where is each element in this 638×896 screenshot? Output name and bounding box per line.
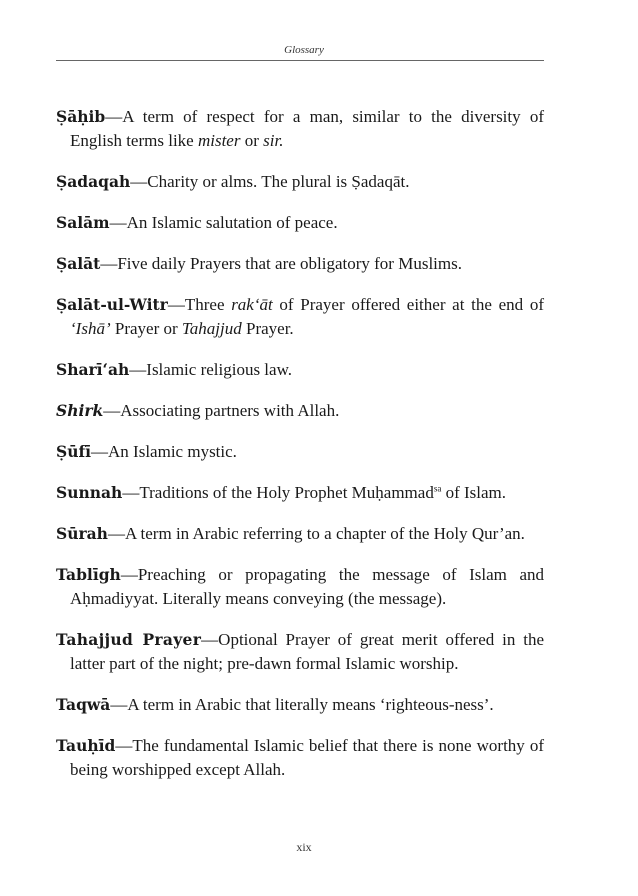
header-rule: [56, 60, 544, 61]
glossary-list: [56, 88, 544, 792]
glossary-entry: [56, 693, 544, 717]
glossary-entry: [56, 293, 544, 341]
running-head: Glossary: [284, 44, 324, 56]
glossary-term: Sharī‘ah: [56, 360, 130, 379]
glossary-definition: —Five daily Prayers that are obligatory for Muslims.: [100, 254, 462, 273]
glossary-definition: —Traditions of the Holy Prophet Muḥammad$^{sa}$ of Islam.: [122, 483, 507, 502]
honorific-superscript: sa: [433, 483, 442, 494]
glossary-term: Ṣāḥib: [56, 107, 106, 126]
glossary-entry: [56, 734, 544, 782]
glossary-definition: —An Islamic mystic.: [91, 442, 237, 461]
page-number: xix: [296, 840, 312, 854]
glossary-definition: —Preaching or propagating the message of Islam and Aḥmadiyyat. Literally means conveying (the message).: [70, 565, 544, 608]
glossary-entry: [56, 440, 544, 464]
glossary-term: Tahajjud Prayer: [56, 630, 202, 649]
italic-term: mister: [197, 131, 241, 150]
glossary-definition: —An Islamic salutation of peace.: [109, 213, 338, 232]
glossary-definition: —Islamic religious law.: [129, 360, 293, 379]
glossary-entry: [56, 628, 544, 676]
glossary-term: Ṣalāt: [56, 254, 101, 273]
glossary-term: Tauḥīd: [56, 736, 116, 755]
glossary-entry: [56, 399, 544, 423]
glossary-definition: —A term of respect for a man, similar to the diversity of English terms like mister or sir.: [70, 107, 544, 150]
glossary-entry: [56, 170, 544, 194]
glossary-entry: [56, 522, 544, 546]
glossary-entry: [56, 211, 544, 235]
italic-term: rak‘āt: [231, 295, 273, 314]
glossary-entry: [56, 481, 544, 505]
glossary-entry: [56, 105, 544, 153]
glossary-term: Salām: [56, 213, 110, 232]
glossary-entry: [56, 358, 544, 382]
glossary-term: Tablīgh: [56, 565, 121, 584]
glossary-definition: —Three rak‘āt of Prayer offered either at the end of ‘Ishā’ Prayer or Tahajjud Prayer.: [70, 295, 544, 338]
italic-term: ‘Ishā’: [70, 319, 111, 338]
italic-term: Tahajjud: [181, 319, 242, 338]
glossary-term: Sunnah: [56, 483, 123, 502]
glossary-entry: [56, 252, 544, 276]
glossary-term: Taqwā: [56, 695, 111, 714]
glossary-definition: —Associating partners with Allah.: [103, 401, 340, 420]
glossary-term: Sūrah: [56, 524, 108, 543]
glossary-term: Ṣūfī: [56, 442, 92, 461]
glossary-definition: —A term in Arabic referring to a chapter of the Holy Qur’an.: [107, 524, 525, 543]
glossary-term: Ṣadaqah: [56, 172, 131, 191]
italic-term: sir.: [263, 131, 284, 150]
glossary-definition: —Charity or alms. The plural is Ṣadaqāt.: [130, 172, 410, 191]
glossary-term: Ṣalāt-ul-Witr: [56, 295, 168, 314]
glossary-definition: —Optional Prayer of great merit offered in the latter part of the night; pre-dawn formal Islamic worship.: [70, 630, 544, 673]
glossary-definition: —A term in Arabic that literally means ‘righteous-ness’.: [110, 695, 494, 714]
glossary-definition: —The fundamental Islamic belief that there is none worthy of being worshipped except Allah.: [70, 736, 544, 779]
glossary-term: Shirk: [56, 401, 104, 420]
glossary-entry: [56, 563, 544, 611]
